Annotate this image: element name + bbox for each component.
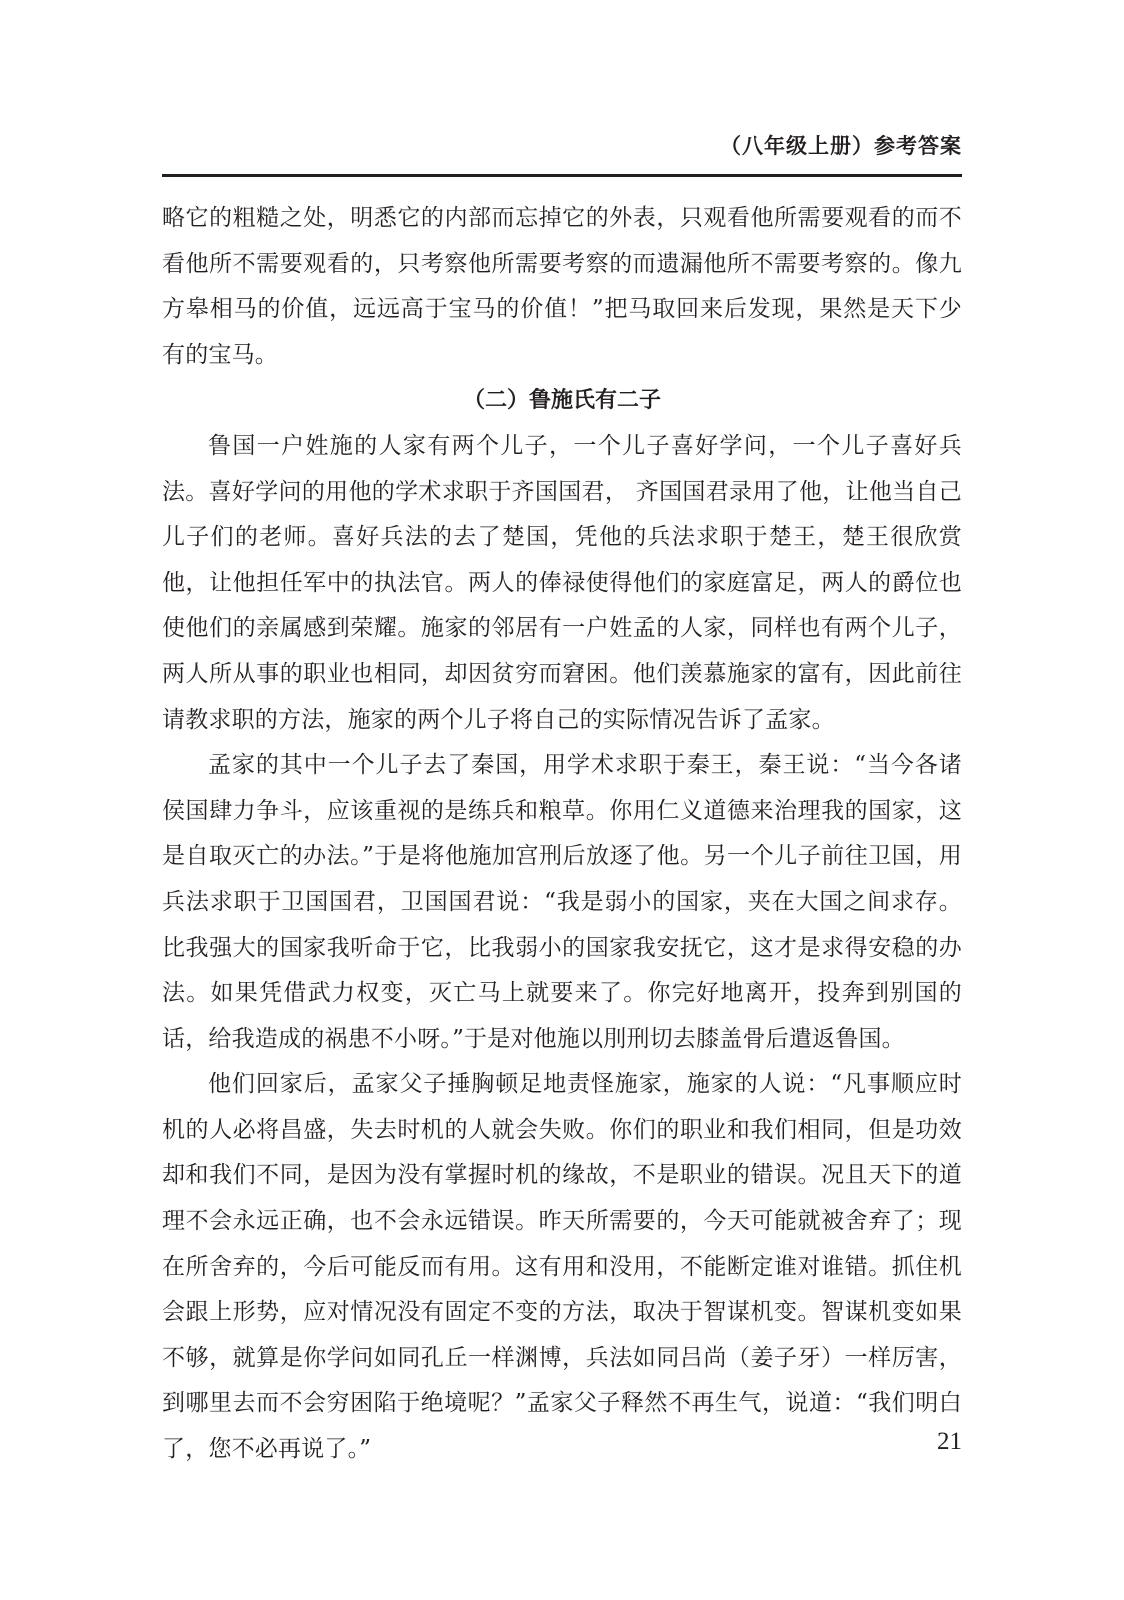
paragraph-1: 鲁国一户姓施的人家有两个儿子，一个儿子喜好学问，一个儿子喜好兵法。喜好学问的用他的学术求职于齐国国君， 齐国国君录用了他，让他当自己儿子们的老师。喜好兵法的去了楚国，凭他的兵法求职于楚王，楚王很欣赏他，让他担任军中的执法官。两人的俸禄使得他们的家庭富足，两人的爵位也使他们的亲属感到荣耀。施家的邻居有一户姓孟的人家，同样也有两个儿子，两人所从事的职业也相同，却因贫穷而窘困。他们羡慕施家的富有，因此前往请教求职的方法，施家的两个儿子将自己的实际情况告诉了孟家。 — [162, 432, 962, 733]
paragraph-2: 孟家的其中一个儿子去了秦国，用学术求职于秦王，秦王说：“当今各诸侯国肆力争斗，应该重视的是练兵和粮草。你用仁义道德来治理我的国家，这是自取灭亡的办法。”于是将他施加宫刑后放逐了他。另一个儿子前往卫国，用兵法求职于卫国国君，卫国国君说：“我是弱小的国家，夹在大国之间求存。比我强大的国家我听命于它，比我弱小的国家我安抚它，这才是求得安稳的办法。如果凭借武力权变，灭亡马上就要来了。你完好地离开，投奔到别国的话，给我造成的祸患不小呀。”于是对他施以刖刑切去膝盖骨后遣返鲁国。 — [162, 752, 962, 1052]
page-number: 21 — [937, 1428, 962, 1455]
continuation-paragraph: 略它的粗糙之处，明悉它的内部而忘掉它的外表，只观看他所需要观看的而不看他所不需要观看的，只考察他所需要考察的而遗漏他所不需要考察的。像九方皋相马的价值，远远高于宝马的价值！”把马取回来后发现，果然是天下少有的宝马。 — [162, 205, 962, 368]
paragraph-3: 他们回家后，孟家父子捶胸顿足地责怪施家，施家的人说：“凡事顺应时机的人必将昌盛，失去时机的人就会失败。你们的职业和我们相同，但是功效却和我们不同，是因为没有掌握时机的缘故，不是职业的错误。况且天下的道理不会永远正确，也不会永远错误。昨天所需要的，今天可能就被舍弃了；现在所舍弃的，今后可能反而有用。这有用和没用，不能断定谁对谁错。抓住机会跟上形势，应对情况没有固定不变的方法，取决于智谋机变。智谋机变如果不够，就算是你学问如同孔丘一样渊博，兵法如同吕尚（姜子牙）一样厉害，到哪里去而不会穷困陷于绝境呢？”孟家父子释然不再生气，说道：“我们明白了，您不必再说了。” — [162, 1071, 962, 1463]
page-body — [162, 196, 962, 1473]
running-header: （八年级上册）参考答案 — [720, 134, 962, 158]
section-title: （二）鲁施氏有二子 — [462, 388, 661, 414]
header-rule — [162, 174, 962, 177]
